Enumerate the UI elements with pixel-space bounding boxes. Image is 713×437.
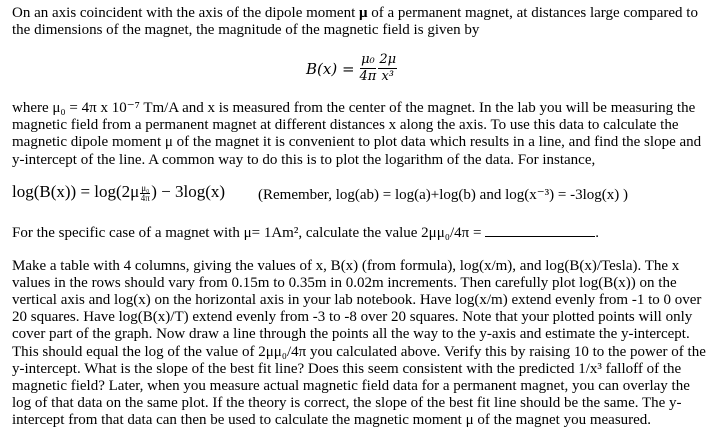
- para3-line: This should equal the log of the value of 2μμ₀/4π you calculated above. Verify this by raising 10 to the power of the: [12, 343, 706, 360]
- para3-line: vertical axis and log(x) on the horizontal axis in your lab notebook. Have log(x/m) extend evenly from -1 to 0 over: [12, 292, 702, 309]
- paragraph-1-line: [12, 5, 698, 22]
- numerator: 2μ: [379, 52, 397, 67]
- fraction: [140, 184, 150, 203]
- fraction: [378, 52, 397, 85]
- bold-mu: μ: [359, 5, 368, 21]
- log-eq-right: ) − 3log(x): [151, 182, 226, 201]
- para3-line: Make a table with 4 columns, giving the values of x, B(x) (from formula), log(x/m), and log(B(x)/Tesla). The x: [12, 258, 680, 274]
- para3-line: y-intercept. What is the slope of the best fit line? Does this seem consistent with the predicted 1/x³ falloff of the: [12, 360, 682, 377]
- text: On an axis coincident with the axis of the dipole moment: [12, 5, 360, 21]
- denominator: x³: [381, 69, 394, 84]
- remember-note: (Remember, log(ab) = log(a)+log(b) and log(x⁻³) = -3log(x) ): [258, 187, 628, 203]
- para2-line: where μ₀ = 4π x 10⁻⁷ Tm/A and x is measured from the center of the magnet. In the lab you will be measuring the: [12, 100, 696, 116]
- para3-line: intercept from that data can then be used to calculate the magnetic moment μ of the magnet you measured.: [12, 411, 652, 428]
- denominator: 4π: [359, 69, 377, 84]
- log-equation: [12, 182, 225, 203]
- dipole-field-formula: [306, 52, 398, 85]
- para3-line: log of that data on the same plot. If the theory is correct, the slope of the best fit line should be the same. The y-: [12, 394, 682, 411]
- log-eq-left: log(B(x)) = log(2μ: [12, 182, 140, 201]
- para3-line: values in the rows should vary from 0.15m to 0.35m in 0.02m increments. Then carefully plot log(B(x)) on the: [12, 275, 677, 292]
- text: .: [595, 225, 599, 241]
- denominator: 4π: [140, 192, 150, 203]
- para2-line: y-intercept of the line. A common way to do this is to plot the logarithm of the data. For instance,: [12, 151, 596, 168]
- numerator: μ₀: [361, 52, 375, 67]
- paragraph-1-line: the dimensions of the magnet, the magnitude of the magnetic field is given by: [12, 22, 480, 38]
- numerator: μ₀: [141, 182, 150, 193]
- text: of a permanent magnet, at distances large compared to: [367, 5, 698, 21]
- para3-line: cover part of the graph. Now draw a line through the points all the way to the y-axis and estimate the y-intercept.: [12, 326, 690, 343]
- para2-line: magnetic field from a permanent magnet at different distances x along the axis. To use this data to calculate the: [12, 117, 679, 134]
- para3-line: 20 squares. Have log(B(x)/T) extend evenly from -3 to -8 over 20 squares. Note that your plotted points will only: [12, 309, 693, 326]
- para3-line: magnetic field? Later, when you measure actual magnetic field data for a permanent magnet, you can overlay the: [12, 377, 690, 394]
- answer-blank[interactable]: [485, 224, 595, 237]
- specific-case-question: [12, 224, 599, 242]
- formula-lhs: B(x) =: [306, 59, 355, 78]
- fraction: [360, 52, 377, 85]
- para2-line: magnetic dipole moment μ of the magnet it is convenient to plot data which results in a line, and find the slope and: [12, 134, 702, 151]
- text: For the specific case of a magnet with μ= 1Am², calculate the value 2μμ₀/4π =: [12, 225, 486, 241]
